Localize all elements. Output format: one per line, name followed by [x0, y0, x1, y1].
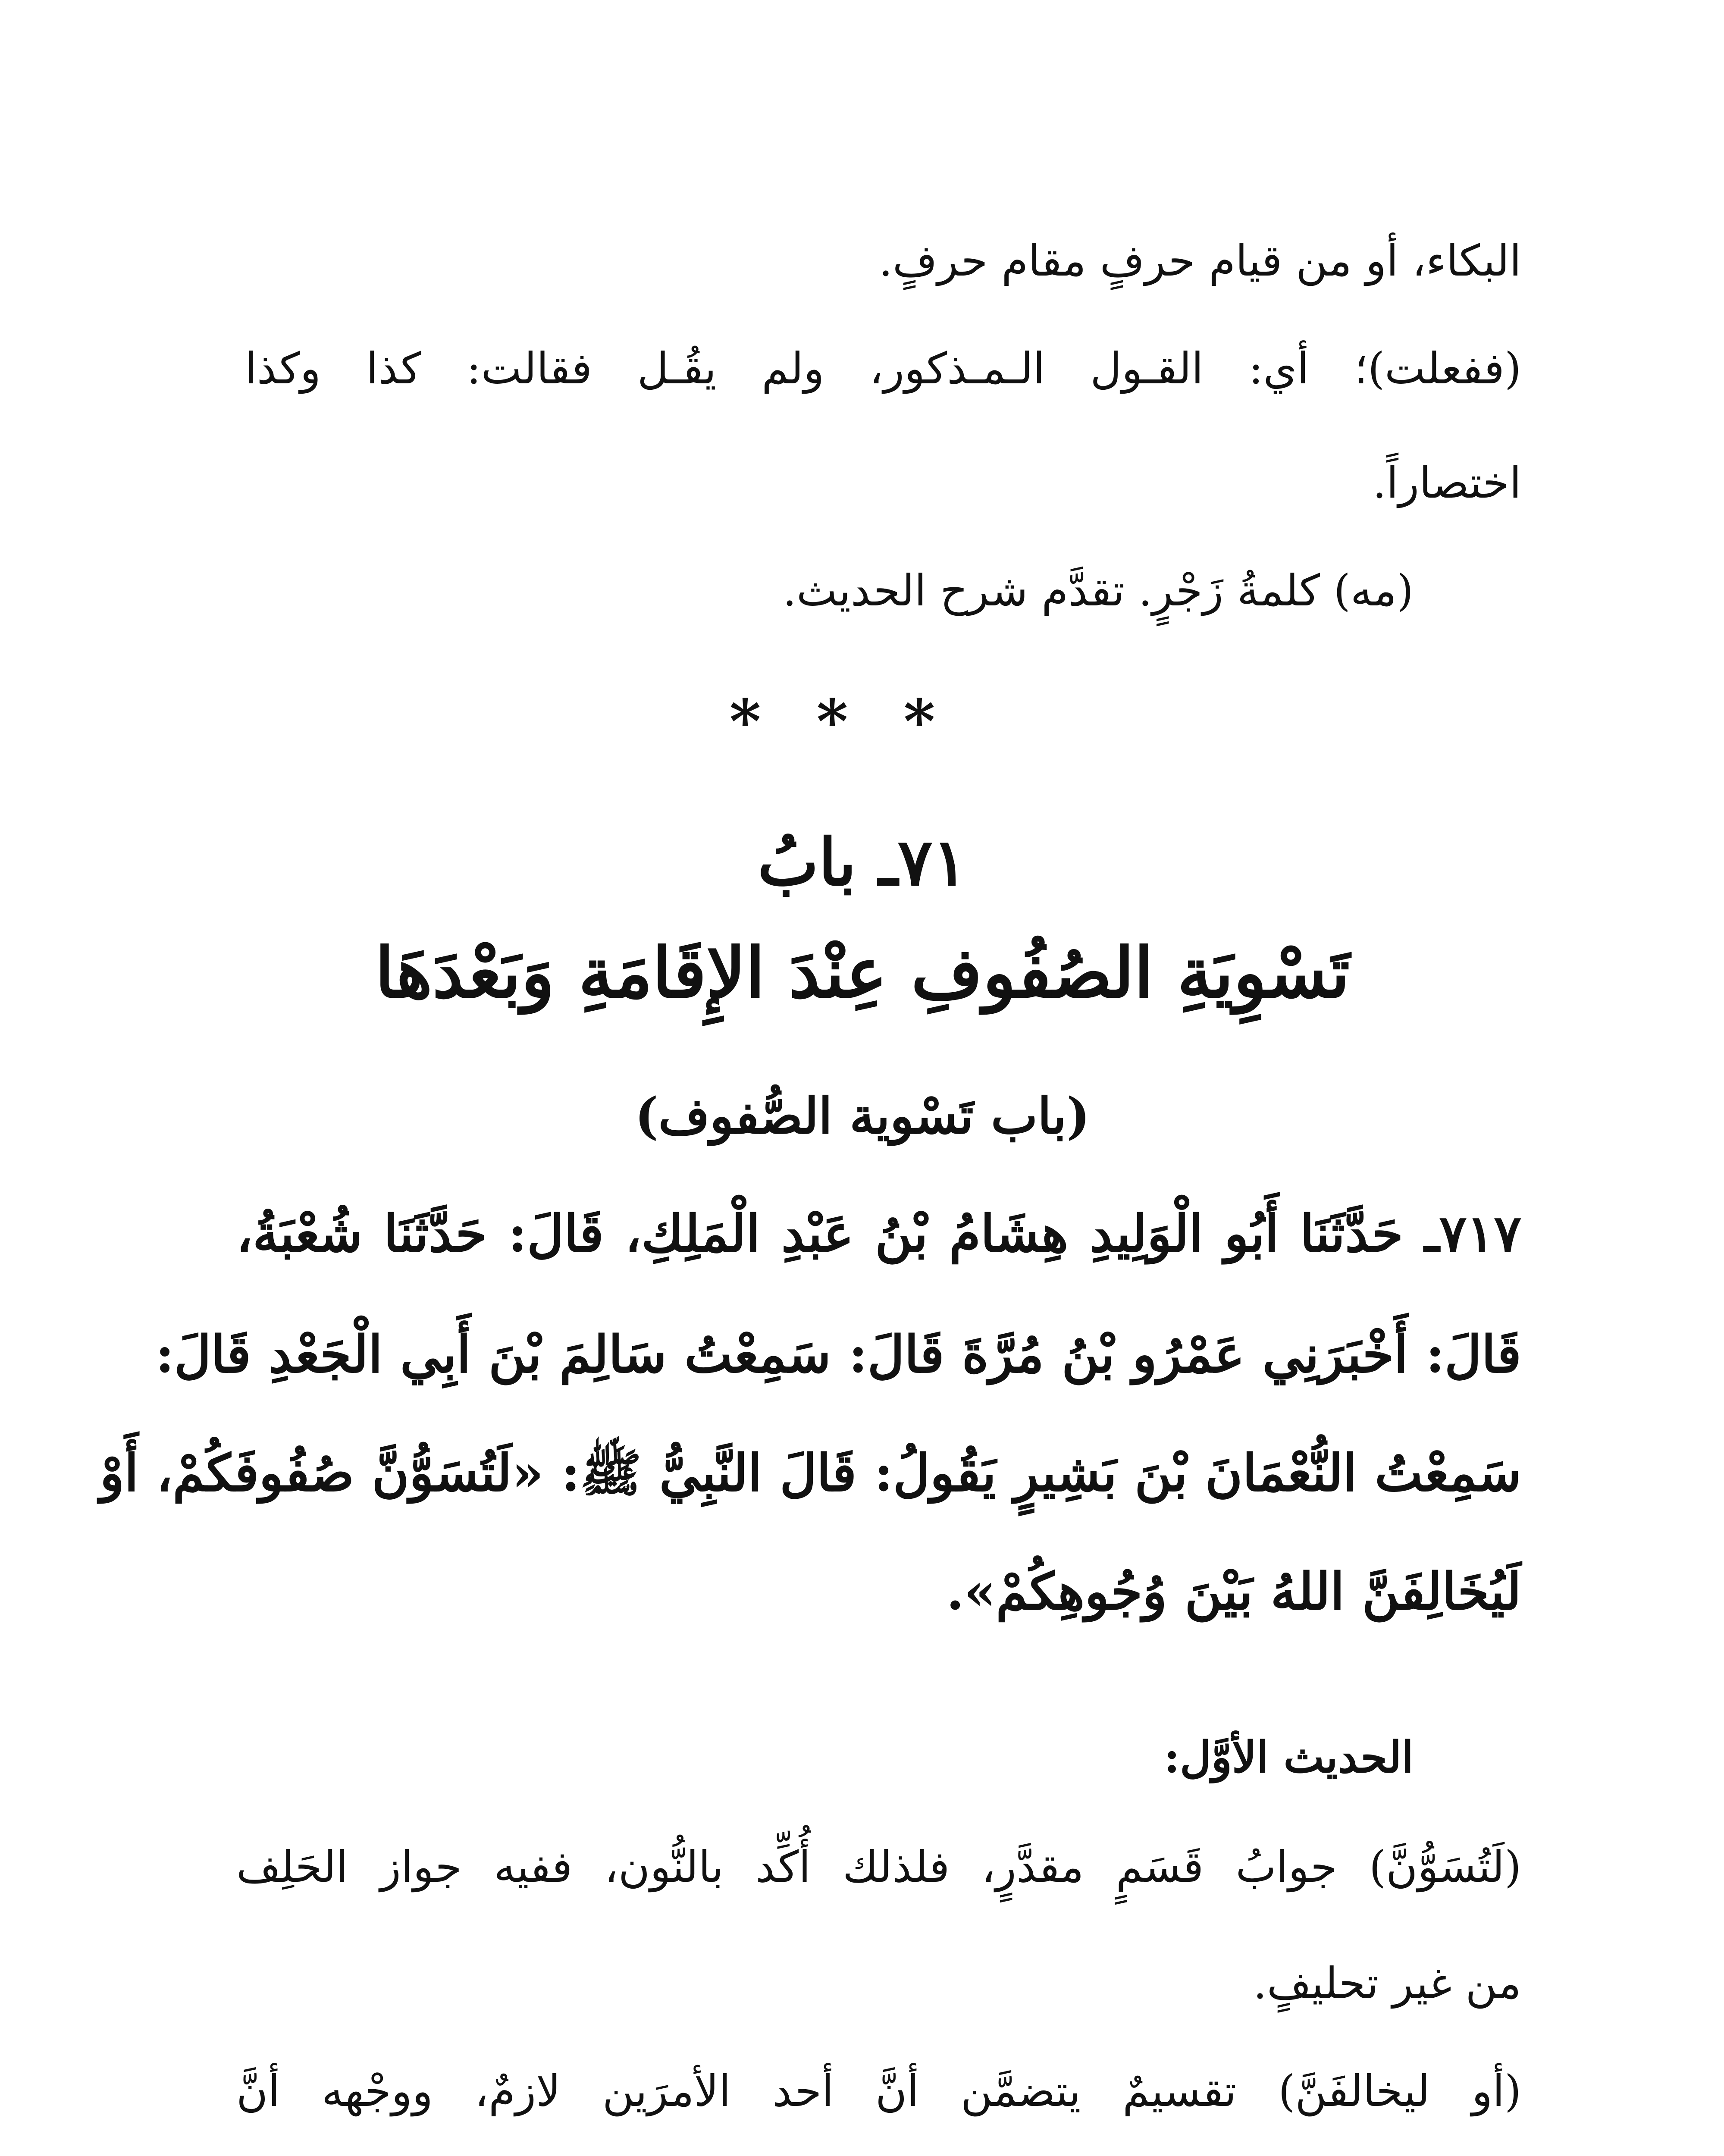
hadith-line-4: لَيُخَالِفَنَّ اللهُ بَيْنَ وُجُوهِكُمْ». [946, 1561, 1521, 1621]
section-separator: * * * [729, 686, 953, 757]
commentary-line-2: من غير تحليفٍ. [1253, 1958, 1521, 2009]
text-line-fafalat: (ففعلت)؛ أي: القـول الـمـذكور، ولم يقُـل فقالت: كذا وكذا [245, 343, 1521, 394]
hadith-line-1: ٧١٧ـ حَدَّثَنَا أَبُو الْوَلِيدِ هِشَامُ بْنُ عَبْدِ الْمَلِكِ، قَالَ: حَدَّثَنَا شُعْبَةُ، [236, 1203, 1521, 1263]
commentary-line-3: (أو ليخالفَنَّ) تقسيمٌ يتضمَّن أنَّ أحد الأمرَين لازمٌ، ووجْهه أنَّ [236, 2066, 1521, 2116]
hadith-line-3: سَمِعْتُ النُّعْمَانَ بْنَ بَشِيرٍ يَقُولُ: قَالَ النَّبِيُّ ﷺ: «لَتُسَوُّنَّ صُفُوفَكُمْ، أَوْ [100, 1443, 1521, 1503]
text-line-bukaa: البكاء، أو من قيام حرفٍ مقام حرفٍ. [879, 235, 1521, 286]
commentary-line-1: (لَتُسَوُّنَّ) جوابُ قَسَمٍ مقدَّرٍ، فلذلك أُكِّد بالنُّون، ففيه جواز الحَلِف [236, 1842, 1521, 1892]
text-line-ikhtisaran: اختصاراً. [1373, 458, 1521, 508]
chapter-subtitle: (باب تَسْوية الصُّفوف) [635, 1087, 1090, 1145]
chapter-number: ٧١ـ بابُ [758, 824, 967, 900]
commentary-heading: الحديث الأوَّل: [1164, 1732, 1414, 1783]
text-line-mah: (مه) كلمةُ زَجْرٍ. تقدَّم شرح الحديث. [783, 565, 1414, 616]
chapter-title: تَسْوِيَةِ الصُفُوفِ عِنْدَ الإِقَامَةِ وَبَعْدَهَا [375, 932, 1350, 1013]
hadith-line-2: قَالَ: أَخْبَرَنِي عَمْرُو بْنُ مُرَّةَ قَالَ: سَمِعْتُ سَالِمَ بْنَ أَبِي الْجَعْدِ قَالَ: [155, 1324, 1521, 1384]
